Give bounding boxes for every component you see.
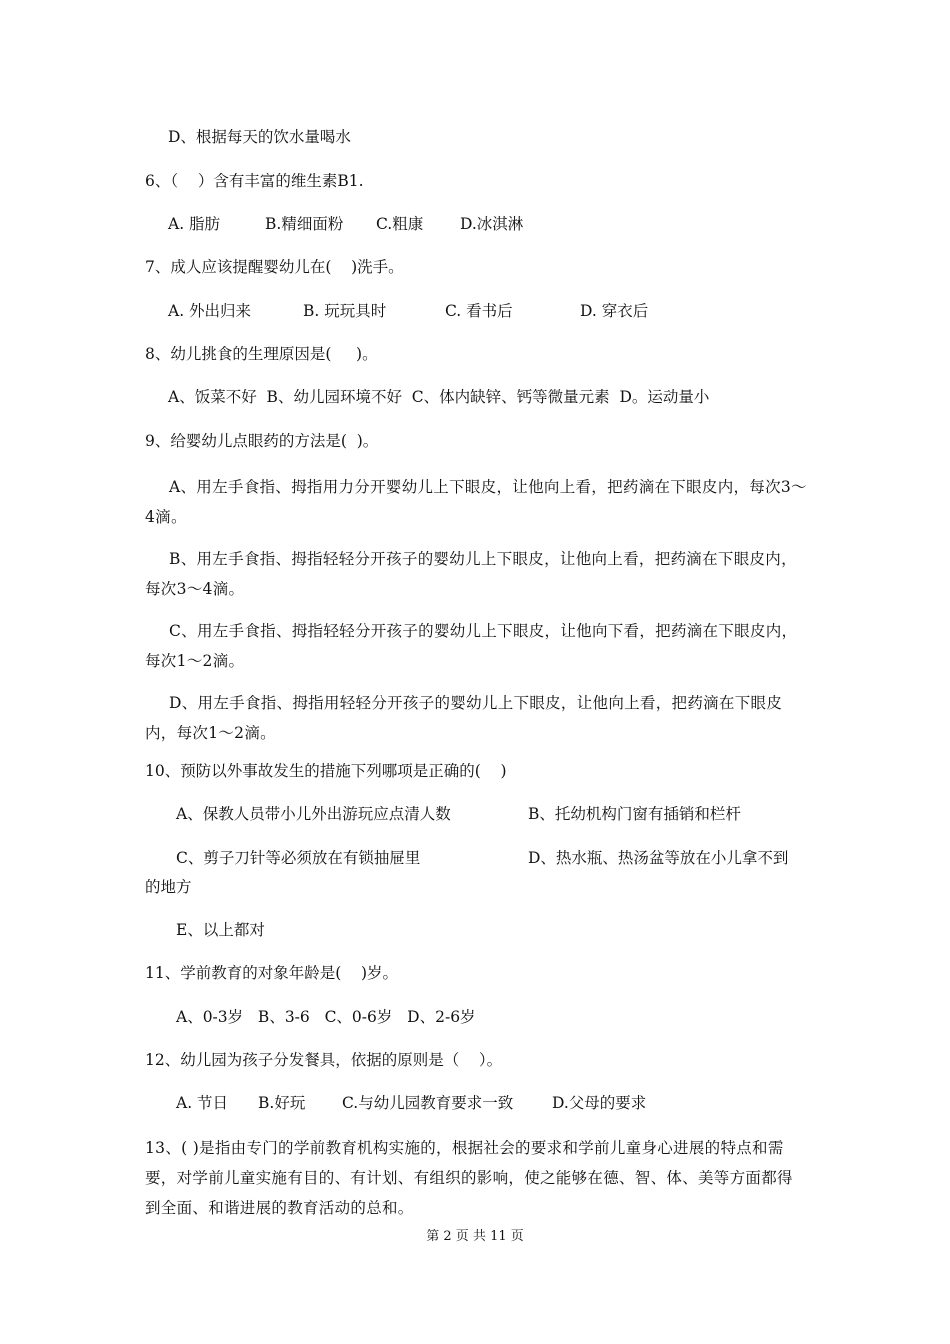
q10-option-d-continued: 的地方 [145,878,192,896]
q7-option-d: D. 穿衣后 [580,302,649,320]
q10-option-d: D、热水瓶、热汤盆等放在小儿拿不到 [528,849,789,867]
page-footer [0,1228,950,1246]
footer-total-pages: 11 [490,1229,507,1244]
q9-question: 9、给婴幼儿点眼药的方法是( )。 [145,432,379,450]
q6-option-c: C.粗康 [376,215,424,233]
q9-option-b: B、用左手食指、拇指轻轻分开孩子的婴幼儿上下眼皮，让他向上看，把药滴在下眼皮内，每次3～4滴。 [145,550,797,598]
q8-question: 8、幼儿挑食的生理原因是( )。 [145,345,378,363]
q8-options: A、饭菜不好 B、幼儿园环境不好 C、体内缺锌、钙等微量元素 D。运动量小 [168,388,710,406]
q6-question: 6、（ ）含有丰富的维生素B1. [145,172,364,190]
q10-question: 10、预防以外事故发生的措施下列哪项是正确的( ) [145,762,507,780]
footer-page-number: 2 [443,1229,452,1244]
q7-option-a: A. 外出归来 [168,302,252,320]
q12-option-b: B.好玩 [258,1094,306,1112]
q6-option-a: A. 脂肪 [168,215,221,233]
q6-option-b: B.精细面粉 [265,215,344,233]
footer-prefix: 第 [426,1229,440,1244]
q9-option-c: C、用左手食指、拇指轻轻分开孩子的婴幼儿上下眼皮，让他向下看，把药滴在下眼皮内，每次1～2滴。 [145,622,798,670]
q12-option-a: A. 节日 [176,1094,229,1112]
q12-option-d: D.父母的要求 [552,1094,647,1112]
q9-option-d: D、用左手食指、拇指用轻轻分开孩子的婴幼儿上下眼皮，让他向上看，把药滴在下眼皮内，每次1～2滴。 [145,694,783,742]
q10-option-c: C、剪子刀针等必须放在有锁抽屉里 [176,849,421,867]
q5-option-d: D、根据每天的饮水量喝水 [168,128,351,146]
q11-options: A、0-3岁 B、3-6 C、0-6岁 D、2-6岁 [176,1008,476,1026]
footer-mid: 页 共 [455,1229,486,1244]
q12-question: 12、幼儿园为孩子分发餐具，依据的原则是（ ）。 [145,1051,503,1069]
q10-option-b: B、托幼机构门窗有插销和栏杆 [528,805,741,823]
q13-question: 13、( )是指由专门的学前教育机构实施的，根据社会的要求和学前儿童身心进展的特点和需要，对学前儿童实施有目的、有计划、有组织的影响，使之能够在德、智、体、美等方面都得到全面、和谐进展的教育活动的总和。 [145,1139,793,1217]
q9-option-a: A、用左手食指、拇指用力分开婴幼儿上下眼皮，让他向上看，把药滴在下眼皮内，每次3～4滴。 [145,478,807,526]
q12-option-c: C.与幼儿园教育要求一致 [342,1094,514,1112]
q7-question: 7、成人应该提醒婴幼儿在( )洗手。 [145,258,404,276]
q7-option-c: C. 看书后 [445,302,513,320]
q6-option-d: D.冰淇淋 [460,215,524,233]
footer-suffix: 页 [510,1229,524,1244]
q11-question: 11、学前教育的对象年龄是( )岁。 [145,964,399,982]
q7-option-b: B. 玩玩具时 [303,302,387,320]
q10-option-e: E、以上都对 [176,921,265,939]
q10-option-a: A、保教人员带小儿外出游玩应点清人数 [176,805,451,823]
